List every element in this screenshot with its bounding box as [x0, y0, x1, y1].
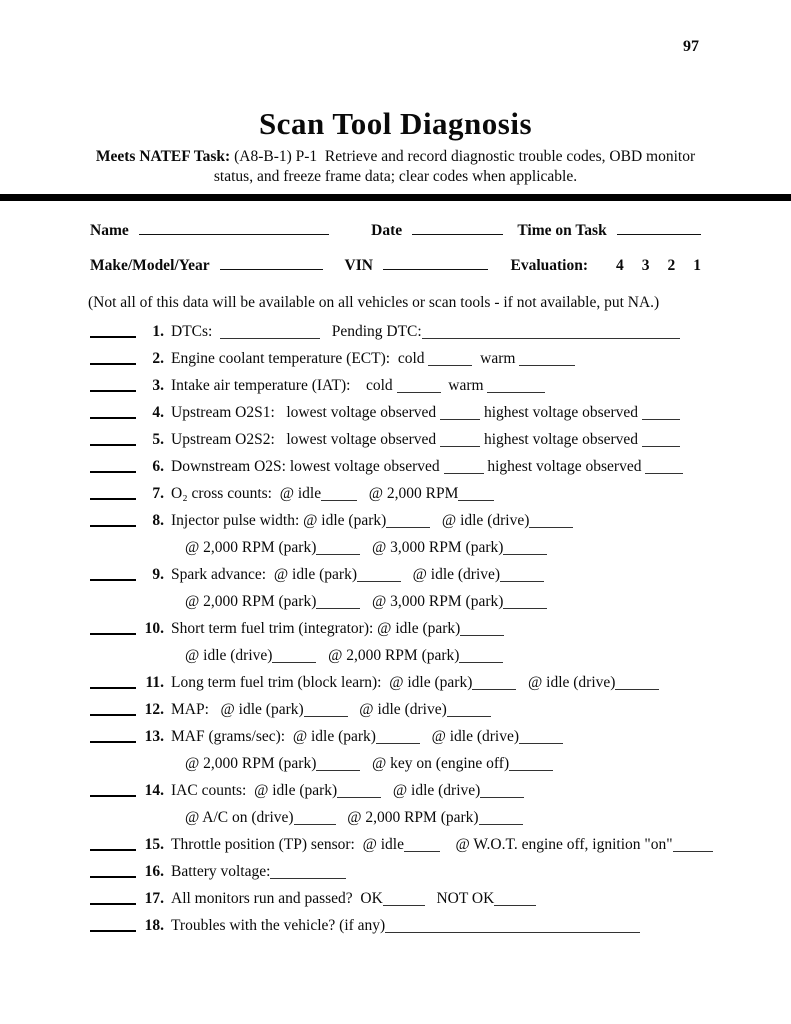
- item-number: 11.: [145, 674, 164, 691]
- answer-blank: [500, 580, 544, 582]
- score-blank: [90, 471, 136, 473]
- answer-blank: [642, 445, 680, 447]
- item-text: MAP: @ idle (park): [171, 701, 304, 718]
- item-text: @ 2,000 RPM (park): [185, 539, 317, 556]
- natef-task-text-line1: (A8-B-1) P-1 Retrieve and record diagnostic trouble codes, OBD monitor: [234, 148, 696, 165]
- answer-blank: [519, 742, 563, 744]
- vin-blank: [383, 266, 489, 270]
- date-blank: [412, 231, 503, 235]
- form-item: [90, 619, 791, 638]
- answer-blank: [272, 661, 316, 663]
- page-title: Scan Tool Diagnosis: [258, 106, 533, 141]
- item-number: 6.: [152, 458, 164, 475]
- answer-blank: [503, 607, 547, 609]
- answer-blank: [220, 337, 320, 339]
- form-item: [90, 889, 791, 908]
- item-text: @ 2,000 RPM (park): [335, 809, 479, 826]
- item-number: 8.: [152, 512, 164, 529]
- name-blank: [139, 231, 329, 235]
- form-item: [90, 835, 791, 854]
- score-blank: [90, 363, 136, 365]
- item-number: 9.: [152, 566, 164, 583]
- answer-blank: [321, 499, 357, 501]
- form-item: [90, 484, 791, 503]
- answer-blank: [376, 742, 420, 744]
- answer-blank: [615, 688, 659, 690]
- score-blank: [90, 876, 136, 878]
- answer-blank: [397, 391, 441, 393]
- item-text: Spark advance: @ idle (park): [171, 566, 357, 583]
- item-text: warm: [472, 350, 520, 367]
- item-text: @ A/C on (drive): [185, 809, 294, 826]
- form-item-continuation: [90, 592, 791, 611]
- item-text: Short term fuel trim (integrator): @ idle (park): [171, 620, 461, 637]
- answer-blank: [642, 418, 680, 420]
- evaluation-label: Evaluation:: [510, 257, 588, 274]
- item-text: Troubles with the vehicle? (if any): [171, 917, 386, 934]
- answer-blank: [503, 553, 547, 555]
- form-item: [90, 862, 791, 881]
- item-number: 1.: [152, 323, 164, 340]
- answer-blank: [440, 445, 480, 447]
- item-text: @ 2,000 RPM (park): [185, 755, 317, 772]
- answer-blank: [529, 526, 573, 528]
- item-text: @ idle (drive): [381, 782, 481, 799]
- item-number: 13.: [144, 728, 164, 745]
- item-text: DTCs:: [171, 323, 221, 340]
- answer-blank: [385, 931, 640, 933]
- form-item: [90, 349, 791, 368]
- score-blank: [90, 336, 136, 338]
- item-text: Injector pulse width: @ idle (park): [171, 512, 387, 529]
- form-item-continuation: [90, 646, 791, 665]
- item-text: @ W.O.T. engine off, ignition "on": [439, 836, 673, 853]
- score-blank: [90, 741, 136, 743]
- item-text: highest voltage observed: [480, 431, 642, 448]
- score-blank: [90, 444, 136, 446]
- items-list: [0, 322, 791, 935]
- header-rule: [0, 194, 791, 201]
- item-text: @ idle (drive): [419, 728, 520, 745]
- score-blank: [90, 930, 136, 932]
- score-blank: [90, 417, 136, 419]
- answer-blank: [357, 580, 401, 582]
- item-text: Upstream O2S1: lowest voltage observed: [171, 404, 441, 421]
- item-text: O₂ cross counts: @ idle: [171, 485, 322, 502]
- answer-blank: [316, 553, 360, 555]
- answer-blank: [494, 904, 536, 906]
- item-text: @ idle (drive): [347, 701, 447, 718]
- item-number: 18.: [144, 917, 164, 934]
- item-text: @ 2,000 RPM (park): [316, 647, 460, 664]
- form-item-continuation: [90, 538, 791, 557]
- item-text: Intake air temperature (IAT): cold: [171, 377, 397, 394]
- form-item: [90, 916, 791, 935]
- answer-blank: [316, 769, 360, 771]
- answer-blank: [472, 688, 516, 690]
- evaluation-score: 1: [693, 257, 701, 274]
- form-item: [90, 403, 791, 422]
- item-number: 16.: [144, 863, 164, 880]
- item-text: Throttle position (TP) sensor: @ idle: [171, 836, 404, 853]
- score-blank: [90, 687, 136, 689]
- availability-note: (Not all of this data will be available on all vehicles or scan tools - if not available, put NA.): [88, 294, 660, 311]
- item-number: 14.: [144, 782, 164, 799]
- item-text: @ idle (drive): [430, 512, 530, 529]
- item-text: @ 2,000 RPM (park): [185, 593, 317, 610]
- vehicle-info: [0, 222, 791, 275]
- form-item: [90, 700, 791, 719]
- date-label: Date: [371, 222, 403, 239]
- answer-blank: [480, 796, 524, 798]
- evaluation-scale: [598, 257, 701, 275]
- score-blank: [90, 579, 136, 581]
- item-text: @ idle (drive): [185, 647, 273, 664]
- evaluation-score: 2: [667, 257, 676, 274]
- page-number: 97: [683, 38, 699, 55]
- time-on-task-blank: [617, 231, 701, 235]
- score-blank: [90, 903, 136, 905]
- item-text: Long term fuel trim (block learn): @ idle (park): [171, 674, 473, 691]
- score-blank: [90, 525, 136, 527]
- form-item: [90, 430, 791, 449]
- item-text: highest voltage observed: [483, 458, 646, 475]
- item-text: NOT OK: [424, 890, 495, 907]
- score-blank: [90, 633, 136, 635]
- item-text: @ 3,000 RPM (park): [360, 539, 504, 556]
- answer-blank: [645, 472, 683, 474]
- answer-blank: [487, 391, 545, 393]
- item-number: 3.: [152, 377, 164, 394]
- item-text: IAC counts: @ idle (park): [171, 782, 338, 799]
- item-text: @ idle (drive): [401, 566, 501, 583]
- form-item-continuation: [90, 808, 791, 827]
- answer-blank: [428, 364, 472, 366]
- evaluation-score: 4: [616, 257, 624, 274]
- form-item: [90, 322, 791, 341]
- answer-blank: [479, 823, 523, 825]
- answer-blank: [460, 634, 504, 636]
- score-blank: [90, 714, 136, 716]
- vin-label: VIN: [344, 257, 373, 274]
- answer-blank: [459, 661, 503, 663]
- item-number: 5.: [152, 431, 164, 448]
- item-number: 10.: [144, 620, 164, 637]
- form-item: [90, 457, 791, 476]
- form-item: [90, 727, 791, 746]
- make-model-year-blank: [220, 266, 323, 270]
- score-blank: [90, 849, 136, 851]
- item-number: 2.: [152, 350, 164, 367]
- item-text: Downstream O2S: lowest voltage observed: [171, 458, 444, 475]
- answer-blank: [673, 850, 713, 852]
- answer-blank: [294, 823, 336, 825]
- answer-blank: [404, 850, 440, 852]
- answer-blank: [304, 715, 348, 717]
- form-item: [90, 781, 791, 800]
- form-item: [90, 511, 791, 530]
- item-number: 12.: [144, 701, 164, 718]
- answer-blank: [422, 337, 680, 339]
- item-text: Engine coolant temperature (ECT): cold: [171, 350, 429, 367]
- score-blank: [90, 795, 136, 797]
- natef-task-label: Meets NATEF Task:: [95, 148, 231, 165]
- answer-blank: [386, 526, 430, 528]
- natef-task-text-line2: status, and freeze frame data; clear codes when applicable.: [213, 168, 578, 185]
- time-on-task-label: Time on Task: [517, 222, 607, 239]
- item-number: 17.: [144, 890, 164, 907]
- answer-blank: [447, 715, 491, 717]
- item-text: @ key on (engine off): [360, 755, 510, 772]
- item-text: Battery voltage:: [171, 863, 271, 880]
- answer-blank: [316, 607, 360, 609]
- item-number: 7.: [152, 485, 164, 502]
- answer-blank: [444, 472, 484, 474]
- evaluation-score: 3: [641, 257, 650, 274]
- form-item: [90, 673, 791, 692]
- form-item: [90, 376, 791, 395]
- item-text: highest voltage observed: [480, 404, 642, 421]
- item-number: 15.: [144, 836, 164, 853]
- answer-blank: [519, 364, 575, 366]
- name-label: Name: [90, 222, 129, 239]
- score-blank: [90, 498, 136, 500]
- item-text: All monitors run and passed? OK: [171, 890, 383, 907]
- answer-blank: [270, 877, 346, 879]
- item-text: Upstream O2S2: lowest voltage observed: [171, 431, 441, 448]
- answer-blank: [440, 418, 480, 420]
- answer-blank: [337, 796, 381, 798]
- item-text: warm: [440, 377, 488, 394]
- score-blank: [90, 390, 136, 392]
- info-row-name-date-time: [90, 222, 701, 240]
- item-number: 4.: [152, 404, 164, 421]
- item-text: MAF (grams/sec): @ idle (park): [171, 728, 376, 745]
- item-text: @ 3,000 RPM (park): [360, 593, 504, 610]
- answer-blank: [509, 769, 553, 771]
- form-item: [90, 565, 791, 584]
- info-row-make-vin-eval: [90, 257, 701, 275]
- answer-blank: [383, 904, 425, 906]
- make-model-year-label: Make/Model/Year: [90, 257, 210, 274]
- item-text: @ 2,000 RPM: [357, 485, 459, 502]
- item-text: Pending DTC:: [320, 323, 422, 340]
- form-item-continuation: [90, 754, 791, 773]
- natef-task: [0, 147, 791, 187]
- answer-blank: [458, 499, 494, 501]
- item-text: @ idle (drive): [516, 674, 616, 691]
